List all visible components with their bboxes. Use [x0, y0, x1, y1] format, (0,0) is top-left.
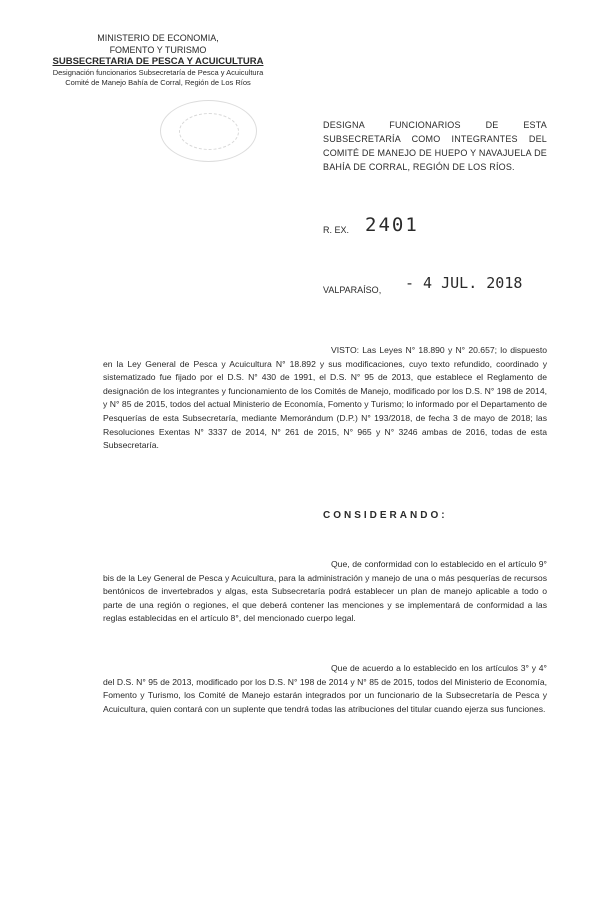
considerando-paragraph-1: Que, de conformidad con lo establecido en el artículo 9° bis de la Ley General de Pesca y Acuicultura, para la administración y manejo de una o más pesquerías de recursos bentónicos de invertebrados y algas, esta Subsecretaría podrá establecer un plan de manejo aplicable a todo o parte de una región o regiones, el que deberá contener las menciones y se implementará de conformidad a las reglas establecidas en el artículo 8°, del mencionado cuerpo legal.	[103, 559, 547, 624]
resolution-prefix: R. EX.	[323, 225, 350, 235]
resolution-subject: DESIGNA FUNCIONARIOS DE ESTA SUBSECRETARÍA COMO INTEGRANTES DEL COMITÉ DE MANEJO DE HUEPO Y NAVAJUELA DE BAHÍA DE CORRAL, REGIÓN DE LOS RÍOS.	[323, 120, 547, 172]
official-seal-stamp	[160, 100, 257, 162]
considerando-paragraph-2: Que de acuerdo a lo establecido en los artículos 3° y 4° del D.S. N° 95 de 2013, modificado por los D.S. N° 198 de 2014 y N° 85 de 2015, todos del Ministerio de Economía, Fomento y Turismo, los Comité de Manejo estarán integrados por un funcionario de la Subsecretaría de Pesca y Acuicultura, quien contará con un suplente que tendrá todas las atribuciones del titular cuando ejerza sus funciones.	[103, 663, 547, 714]
resolution-date-stamp: - 4 JUL. 2018	[405, 274, 523, 292]
letterhead	[38, 33, 278, 88]
considerando-heading: CONSIDERANDO:	[323, 510, 448, 521]
header-line-1: Designación funcionarios Subsecretaría de Pesca y Acuicultura	[52, 67, 264, 77]
visto-paragraph: VISTO: Las Leyes N° 18.890 y N° 20.657; lo dispuesto en la Ley General de Pesca y Acuicultura N° 18.892 y sus modificaciones, cuyo texto refundido, coordinado y sistematizado fue fijado por el D.S. N° 430 de 1991, el D.S. N° 95 de 2013, que establece el Reglamento de designación de los integrantes y funcionamiento de los Comités de Manejo, modificado por los D.S. N° 198 de 2014, y N° 85 de 2015, todos del actual Ministerio de Economía, Fomento y Turismo; lo informado por el Departamento de Pesquerías de esta Subsecretaría, mediante Memorándum (D.P.) N° 193/2018, de fecha 3 de mayo de 2018; las Resoluciones Exentas N° 3337 de 2014, N° 261 de 2015, N° 965 y N° 3246 ambas de 2016, todas de esta Subsecretaría.	[103, 345, 547, 451]
resolution-place: VALPARAÍSO,	[323, 285, 382, 295]
ministry-name-2: FOMENTO Y TURISMO	[109, 44, 207, 55]
subsecretaria-name: SUBSECRETARIA DE PESCA Y ACUICULTURA	[52, 56, 264, 67]
ministry-name: MINISTERIO DE ECONOMIA,	[97, 33, 219, 43]
header-line-2: Comité de Manejo Bahía de Corral, Región de Los Ríos	[65, 77, 251, 87]
resolution-number: 2401	[365, 214, 419, 236]
